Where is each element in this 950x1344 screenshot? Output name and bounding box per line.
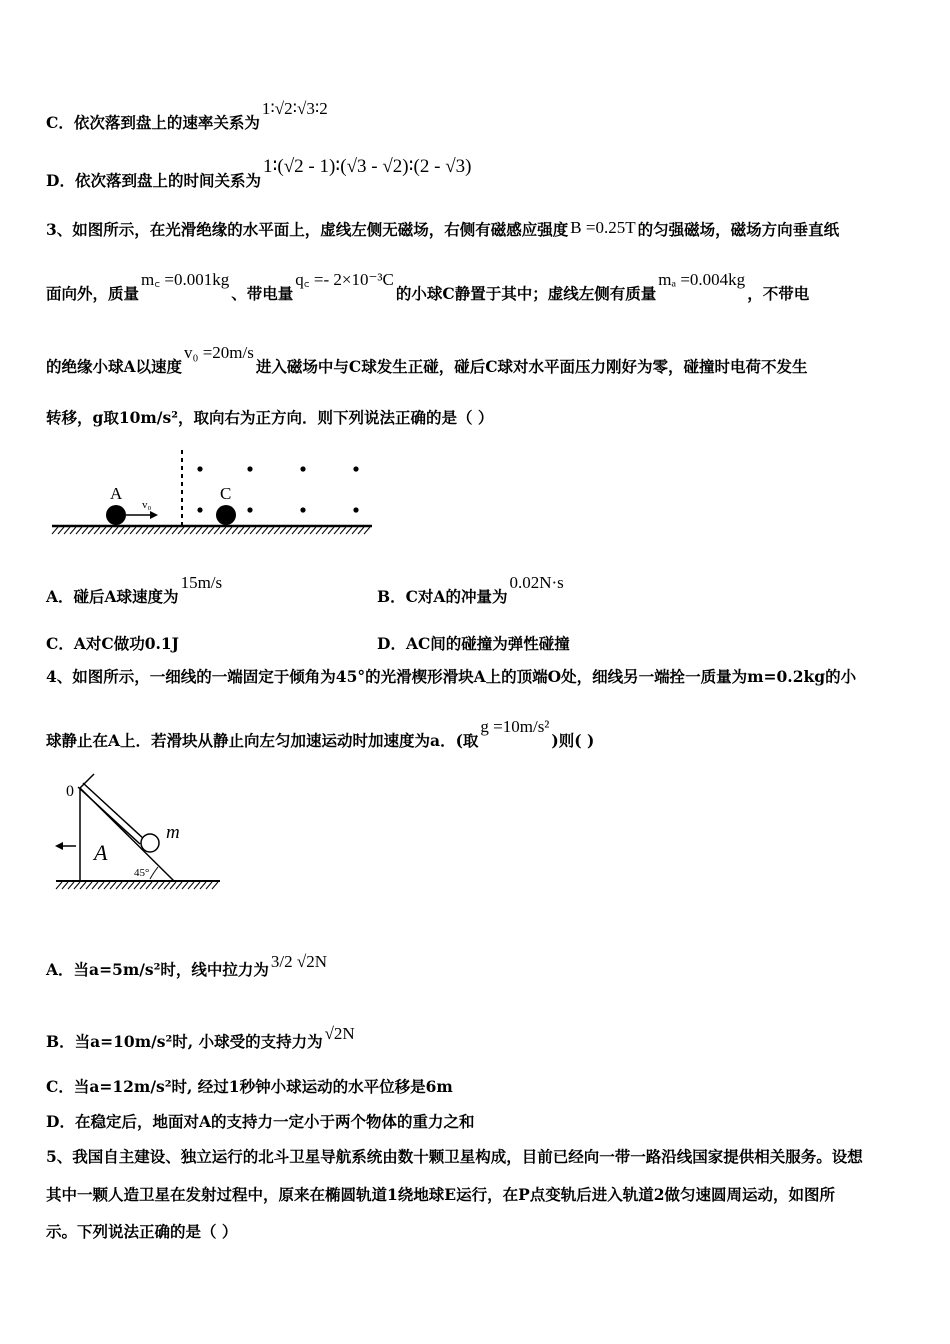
- option-text: C．依次落到盘上的速率关系为: [46, 113, 260, 132]
- text: D．AC间的碰撞为弹性碰撞: [377, 634, 570, 653]
- hatch-mark: [130, 527, 136, 534]
- hatch-mark: [70, 527, 76, 534]
- hatch-mark: [268, 527, 274, 534]
- hatch-mark: [176, 882, 182, 889]
- hatch-mark: [256, 527, 262, 534]
- string: [83, 783, 145, 840]
- hatch-mark: [304, 527, 310, 534]
- q4-line-2: [46, 717, 595, 752]
- ball-m: [141, 834, 159, 852]
- hatch-mark: [316, 527, 322, 534]
- math-g: g =10m/s²: [480, 717, 550, 736]
- q3-option-c: [46, 633, 179, 655]
- hatch-mark: [232, 527, 238, 534]
- hatch-mark: [208, 527, 214, 534]
- q3-line-2: [46, 270, 810, 305]
- acceleration-arrowhead: [55, 842, 63, 850]
- math-mc: m꜀ =0.001kg: [141, 270, 230, 289]
- q4-option-d: [46, 1111, 474, 1133]
- hatch-mark: [82, 527, 88, 534]
- text: B．当a=10m/s²时, 小球受的支持力为: [46, 1032, 323, 1051]
- hatch-mark: [200, 882, 206, 889]
- hatch-mark: [76, 527, 82, 534]
- option-math: 1∶√2∶√3∶2: [261, 99, 328, 118]
- hatch-mark: [58, 527, 64, 534]
- hatch-mark: [146, 882, 152, 889]
- hatch-mark: [310, 527, 316, 534]
- label-v0: v₀: [142, 499, 152, 511]
- hatch-mark: [52, 527, 58, 534]
- q5-line-2: [46, 1184, 835, 1206]
- hatch-mark: [74, 882, 80, 889]
- q4-option-a: [46, 952, 329, 981]
- text: )则( ): [551, 731, 595, 750]
- math: 0.02N·s: [509, 573, 564, 592]
- hatch-mark: [280, 527, 286, 534]
- text: A．当a=5m/s²时，线中拉力为: [46, 960, 269, 979]
- q3-line-1: [46, 219, 839, 241]
- hatch-mark: [286, 527, 292, 534]
- text: 、带电量: [231, 284, 294, 303]
- q2-option-d: [46, 156, 473, 192]
- hatch-mark: [122, 882, 128, 889]
- hatch-mark: [212, 882, 218, 889]
- label-angle: 45°: [134, 867, 150, 879]
- hatch-mark: [112, 527, 118, 534]
- hatch-mark: [116, 882, 122, 889]
- text: 的绝缘小球A以速度: [46, 357, 183, 376]
- hatch-mark: [80, 882, 86, 889]
- hatch-mark: [158, 882, 164, 889]
- hatch-mark: [244, 527, 250, 534]
- q5-line-1: [46, 1146, 863, 1168]
- hatch-mark: [346, 527, 352, 534]
- hatch-mark: [160, 527, 166, 534]
- text: 3、如图所示，在光滑绝缘的水平面上，虚线左侧无磁场，右侧有磁感应强度: [46, 220, 569, 239]
- hatch-mark: [88, 527, 94, 534]
- q3-option-d: [377, 633, 570, 655]
- hatch-mark: [124, 527, 130, 534]
- math-mA: mₐ =0.004kg: [658, 270, 746, 289]
- hatch-mark: [220, 527, 226, 534]
- ground-hatch: [56, 882, 218, 889]
- text: C．A对C做功0.1J: [46, 634, 179, 653]
- ball-a: [106, 505, 126, 525]
- hatch-mark: [152, 882, 158, 889]
- hatch-mark: [68, 882, 74, 889]
- label-a: A: [110, 484, 123, 503]
- text: 的匀强磁场，磁场方向垂直纸: [637, 220, 840, 239]
- hatch-mark: [170, 882, 176, 889]
- hatch-mark: [86, 882, 92, 889]
- hatch-mark: [322, 527, 328, 534]
- hatch-mark: [134, 882, 140, 889]
- hatch-mark: [328, 527, 334, 534]
- hatch-mark: [110, 882, 116, 889]
- q4-figure: [52, 770, 224, 898]
- ground-hatch: [52, 527, 370, 534]
- text: 转移，g取10m/s²，取向右为正方向．则下列说法正确的是（ ）: [46, 408, 494, 427]
- hatch-mark: [94, 527, 100, 534]
- velocity-arrowhead: [150, 511, 158, 519]
- label-o: 0: [66, 783, 74, 800]
- hatch-mark: [64, 527, 70, 534]
- hatch-mark: [140, 882, 146, 889]
- text: 进入磁场中与C球发生正碰，碰后C球对水平面压力刚好为零，碰撞时电荷不发生: [255, 357, 808, 376]
- hatch-mark: [238, 527, 244, 534]
- q3-option-b: [377, 573, 566, 608]
- hatch-mark: [250, 527, 256, 534]
- text: 的小球C静置于其中；虚线左侧有质量: [395, 284, 657, 303]
- hatch-mark: [136, 527, 142, 534]
- option-text: D．依次落到盘上的时间关系为: [46, 171, 261, 190]
- hatch-mark: [104, 882, 110, 889]
- hatch-mark: [178, 527, 184, 534]
- hatch-mark: [196, 527, 202, 534]
- hatch-mark: [298, 527, 304, 534]
- text: 5、我国自主建设、独立运行的北斗卫星导航系统由数十颗卫星构成，目前已经向一带一路沿线国家提供相关服务。设想: [46, 1147, 863, 1166]
- hatch-mark: [148, 527, 154, 534]
- hatch-mark: [358, 527, 364, 534]
- hatch-mark: [166, 527, 172, 534]
- label-wedge-a: A: [94, 840, 108, 865]
- hatch-mark: [364, 527, 370, 534]
- hatch-mark: [214, 527, 220, 534]
- text: 4、如图所示，一细线的一端固定于倾角为45°的光滑楔形滑块A上的顶端O处，细线另一端拴一质量为m=0.2kg的小: [46, 667, 857, 686]
- hatch-mark: [118, 527, 124, 534]
- hatch-mark: [190, 527, 196, 534]
- hatch-mark: [202, 527, 208, 534]
- hatch-mark: [226, 527, 232, 534]
- math: 3/2 √2N: [270, 952, 328, 971]
- text: A．碰后A球速度为: [46, 587, 179, 606]
- hatch-mark: [340, 527, 346, 534]
- q2-option-c: [46, 99, 330, 134]
- text: ，不带电: [747, 284, 810, 303]
- hatch-mark: [98, 882, 104, 889]
- text: 其中一颗人造卫星在发射过程中，原来在椭圆轨道1绕地球E运行，在P点变轨后进入轨道2做匀速圆周运动，如图所: [46, 1185, 836, 1204]
- hatch-mark: [184, 527, 190, 534]
- text: B．C对A的冲量为: [377, 587, 508, 606]
- math-qc: q꜀ =- 2×10⁻³C: [295, 270, 394, 289]
- math: √2N: [324, 1024, 355, 1043]
- q4-option-b: [46, 1024, 357, 1053]
- hatch-mark: [154, 527, 160, 534]
- ball-c: [216, 505, 236, 525]
- q3-line-3: [46, 343, 808, 378]
- text: C．当a=12m/s²时, 经过1秒钟小球运动的水平位移是6m: [46, 1077, 453, 1096]
- hatch-mark: [142, 527, 148, 534]
- hatch-mark: [106, 527, 112, 534]
- q4-option-c: [46, 1076, 453, 1098]
- hatch-mark: [172, 527, 178, 534]
- hatch-mark: [164, 882, 170, 889]
- q3-line-4: [46, 407, 493, 429]
- text: 面向外，质量: [46, 284, 140, 303]
- label-c: C: [220, 484, 232, 503]
- hatch-mark: [262, 527, 268, 534]
- text: 球静止在A上．若滑块从静止向左匀加速运动时加速度为a．(取: [46, 731, 479, 750]
- hatch-mark: [274, 527, 280, 534]
- math-B: B =0.25T: [570, 218, 636, 237]
- angle-arc: [150, 867, 158, 879]
- math: 15m/s: [180, 573, 223, 592]
- hatch-mark: [188, 882, 194, 889]
- hatch-mark: [128, 882, 134, 889]
- hatch-mark: [182, 882, 188, 889]
- q3-figure: [50, 446, 380, 538]
- hatch-mark: [100, 527, 106, 534]
- q3-option-a: [46, 573, 224, 608]
- hatch-mark: [92, 882, 98, 889]
- hatch-mark: [206, 882, 212, 889]
- label-m: m: [166, 822, 180, 843]
- hatch-mark: [62, 882, 68, 889]
- text: D．在稳定后，地面对A的支持力一定小于两个物体的重力之和: [46, 1112, 475, 1131]
- hatch-mark: [334, 527, 340, 534]
- hatch-mark: [352, 527, 358, 534]
- math-v0: v₀ =20m/s: [184, 343, 254, 362]
- string-shadow: [78, 787, 140, 844]
- q5-line-3: [46, 1221, 237, 1243]
- q4-line-1: [46, 666, 856, 688]
- hatch-mark: [292, 527, 298, 534]
- option-math: 1∶(√2 - 1)∶(√3 - √2)∶(2 - √3): [262, 156, 472, 177]
- hatch-mark: [194, 882, 200, 889]
- hatch-mark: [56, 882, 62, 889]
- text: 示。下列说法正确的是（ ）: [46, 1222, 238, 1241]
